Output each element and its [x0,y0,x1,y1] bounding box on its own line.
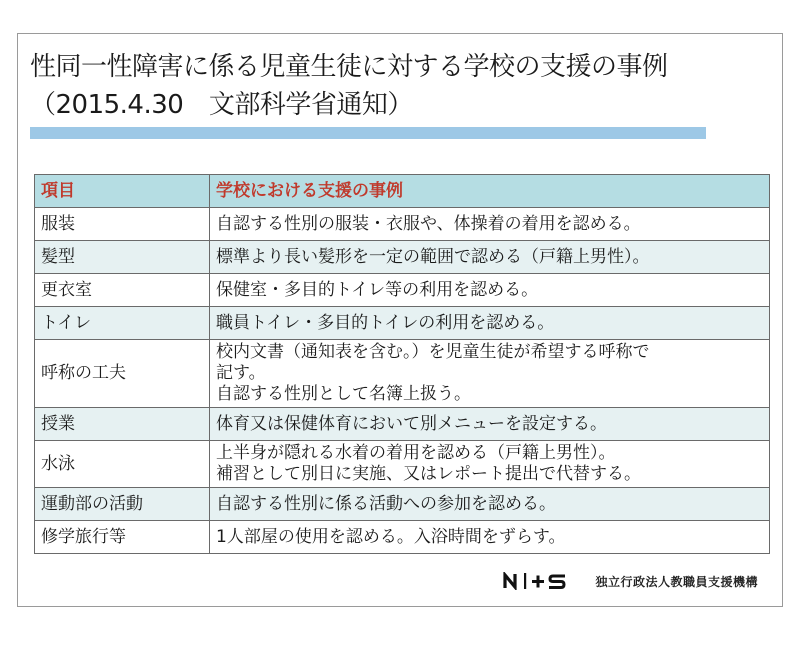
row-support-example [210,241,770,274]
row-item-label: 更衣室 [35,274,210,307]
support-example-line: 体育又は保健体育において別メニューを設定する。 [216,413,607,434]
row-support-example [210,408,770,441]
table-row [35,408,770,441]
title-line-2: （2015.4.30 文部科学省通知） [30,90,413,120]
support-example-line: 記す。 [216,363,266,383]
row-support-example [210,274,770,307]
row-support-example [210,441,770,488]
support-cases-table [34,174,770,554]
row-item-label: トイレ [35,307,210,340]
row-item-label: 呼称の工夫 [35,340,210,408]
support-example-line: 自認する性別の服装・衣服や、体操着の着用を認める。 [216,213,641,234]
row-item-label: 髪型 [35,241,210,274]
support-example-line: 自認する性別として名簿上扱う。 [216,384,471,404]
row-item-label: 水泳 [35,441,210,488]
row-support-example [210,307,770,340]
nits-logo-icon [503,572,577,590]
support-example-line: 上半身が隠れる水着の着用を認める（戸籍上男性）。 [216,443,616,463]
nits-logo [503,572,577,590]
table-row [35,488,770,521]
table-row [35,241,770,274]
table-header-row [35,175,770,208]
row-item-label: 授業 [35,408,210,441]
support-example-line: 職員トイレ・多目的トイレの利用を認める。 [216,312,555,333]
row-support-example [210,208,770,241]
support-example-line: 校内文書（通知表を含む。）を児童生徒が希望する呼称で [216,342,650,362]
support-example-line: 標準より長い髪形を一定の範囲で認める（戸籍上男性）。 [216,246,650,267]
support-example-line: 補習として別日に実施、又はレポート提出で代替する。 [216,464,641,484]
header-support-examples: 学校における支援の事例 [210,175,770,208]
table-row [35,208,770,241]
support-example-line: 保健室・多目的トイレ等の利用を認める。 [216,279,539,300]
accent-bar [30,127,706,139]
header-item: 項目 [35,175,210,208]
title-line-1: 性同一性障害に係る児童生徒に対する学校の支援の事例 [30,52,668,82]
table-row [35,441,770,488]
table-row [35,521,770,554]
row-support-example [210,521,770,554]
support-example-line: 自認する性別に係る活動への参加を認める。 [216,493,556,514]
slide [17,33,783,607]
table-row [35,340,770,408]
row-item-label: 運動部の活動 [35,488,210,521]
table-row [35,274,770,307]
slide-title [30,48,775,124]
footer [503,570,758,592]
row-support-example [210,340,770,408]
table-row [35,307,770,340]
row-support-example [210,488,770,521]
row-item-label: 服装 [35,208,210,241]
support-example-line: 1人部屋の使用を認める。入浴時間をずらす。 [216,526,566,547]
organization-name: 独立行政法人教職員支援機構 [595,574,758,589]
row-item-label: 修学旅行等 [35,521,210,554]
